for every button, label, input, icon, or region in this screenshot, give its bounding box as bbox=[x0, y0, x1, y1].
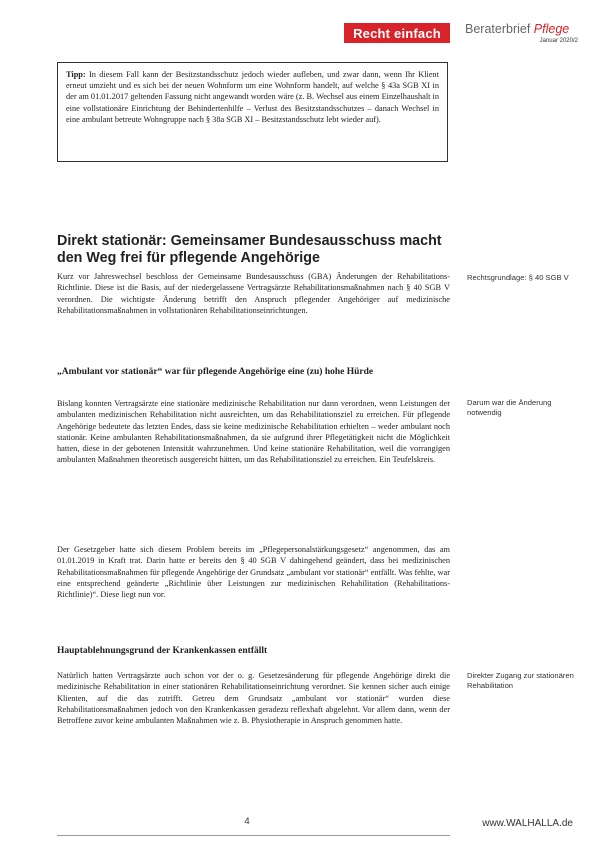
tip-text: In diesem Fall kann der Besitzstandsschutz jedoch wieder aufleben, und zwar dann, wenn Ihr Klient erneut umzieht und es sich bei der neuen Wohnform um eine Wohnform handelt, auf welche § 43a SGB XI in der am 01.01.2017 geltenden Fassung nicht angewandt worden wäre (z. B. Wechsel aus einem Einzelhaushalt in eine vollstationäre Einrichtung der Behindertenhilfe – Verlust des Besitzstandsschutzes – danach Wechsel in eine ambulant betreute Wohngruppe nach § 38a SGB XI – Besitzstandsschutz lebt wieder auf). bbox=[66, 70, 439, 124]
article-title: Direkt stationär: Gemeinsamer Bundesausschuss macht den Weg frei für pflegende Angehörige bbox=[57, 233, 442, 266]
footer-rule bbox=[57, 835, 450, 836]
section-label: Recht einfach bbox=[344, 23, 450, 43]
margin-note-direct-access: Direkter Zugang zur stationären Rehabilitation bbox=[467, 671, 574, 691]
article-paragraph-4: Natürlich hatten Vertragsärzte auch schon vor der o. g. Gesetzesänderung für pflegende Angehörige direkt die medizinische Rehabilitation in einer stationären Rehabilitationseinrichtung verordnet. Sie kennen sicher auch einige Klienten, auf die das zutrifft. Getreu dem Grundsatz „ambulant vor stationär“ wurden diese Rehabilitationsmaßnahmen jedoch von den Krankenkassen geradezu reflexhaft abgelehnt. Vor allem dann, wenn der Betroffene zuvor keine ambulanten Maßnahmen wie z. B. Physiotherapie in Anspruch genommen hatte. bbox=[57, 671, 450, 726]
subhead-ambulant-vor-stationaer: „Ambulant vor stationär“ war für pflegende Angehörige eine (zu) hohe Hürde bbox=[57, 367, 374, 377]
issue-date: Januar 2020/2 bbox=[539, 38, 578, 44]
page-number: 4 bbox=[244, 816, 250, 827]
tip-label: Tipp: bbox=[66, 70, 86, 79]
publication-title-main: Beraterbrief bbox=[465, 22, 531, 36]
subhead-rejection-reason: Hauptablehnungsgrund der Krankenkassen entfällt bbox=[57, 646, 268, 656]
article-paragraph-3: Der Gesetzgeber hatte sich diesem Problem bereits im „Pflegepersonalstärkungsgesetz“ angenommen, das am 01.01.2019 in Kraft trat. Darin hatte er bereits den § 40 SGB V dahingehend geändert, dass bei medizinischen Rehabilitationsmaßnahmen für pflegende Angehörige der Grundsatz „ambulant vor stationär“ entfällt. Was fehlte, war eine entsprechend geänderte „Richtlinie über Leistungen zur medizinischen Rehabilitation (Rehabilitations-Richtlinie)“. Diese liegt nun vor. bbox=[57, 545, 450, 600]
tip-box bbox=[57, 62, 448, 162]
publication-title-accent: Pflege bbox=[533, 22, 570, 36]
margin-note-reason: Darum war die Änderung notwendig bbox=[467, 398, 552, 418]
article-paragraph-2: Bislang konnten Vertragsärzte eine stationäre medizinische Rehabilitation nur dann verordnen, wenn Leistungen der ambulanten medizinischen Rehabilitation nicht ausreichten, um das Rehabilitationsziel zu erreichen. Für pflegende Angehörige bedeutete das letzten Endes, dass sie keine medizinische Rehabilitation erhielten – weder ambulant noch stationär. Keine ambulanten Rehabilitationsmaßnahmen, da sie aufgrund ihrer Pflegetätigkeit nicht die Möglichkeit hatten, diese in der gebotenen Intensität wahrzunehmen. Und keine stationäre Rehabilitation, weil die vorrangigen ambulanten Maßnahmen theoretisch ausgereicht hätten, um das Rehabilitationsziel zu erreichen. Ein Teufelskreis. bbox=[57, 399, 450, 465]
article-intro: Kurz vor Jahreswechsel beschloss der Gemeinsame Bundesausschuss (GBA) Änderungen der Rehabilitations-Richtlinie. Diese ist die Basis, auf der niedergelassene Vertragsärzte Rehabilitationsmaßnahmen nach § 40 SGB V verordnen. Die wichtigste Änderung betrifft den Anspruch pflegender Angehöriger auf medizinische Rehabilitationsmaßnahmen in vollstationären Rehabilitationseinrichtungen. bbox=[57, 272, 450, 315]
footer-url: www.WALHALLA.de bbox=[482, 818, 573, 829]
margin-note-legal-basis: Rechtsgrundlage: § 40 SGB V bbox=[467, 273, 569, 282]
publication-title bbox=[465, 22, 577, 36]
